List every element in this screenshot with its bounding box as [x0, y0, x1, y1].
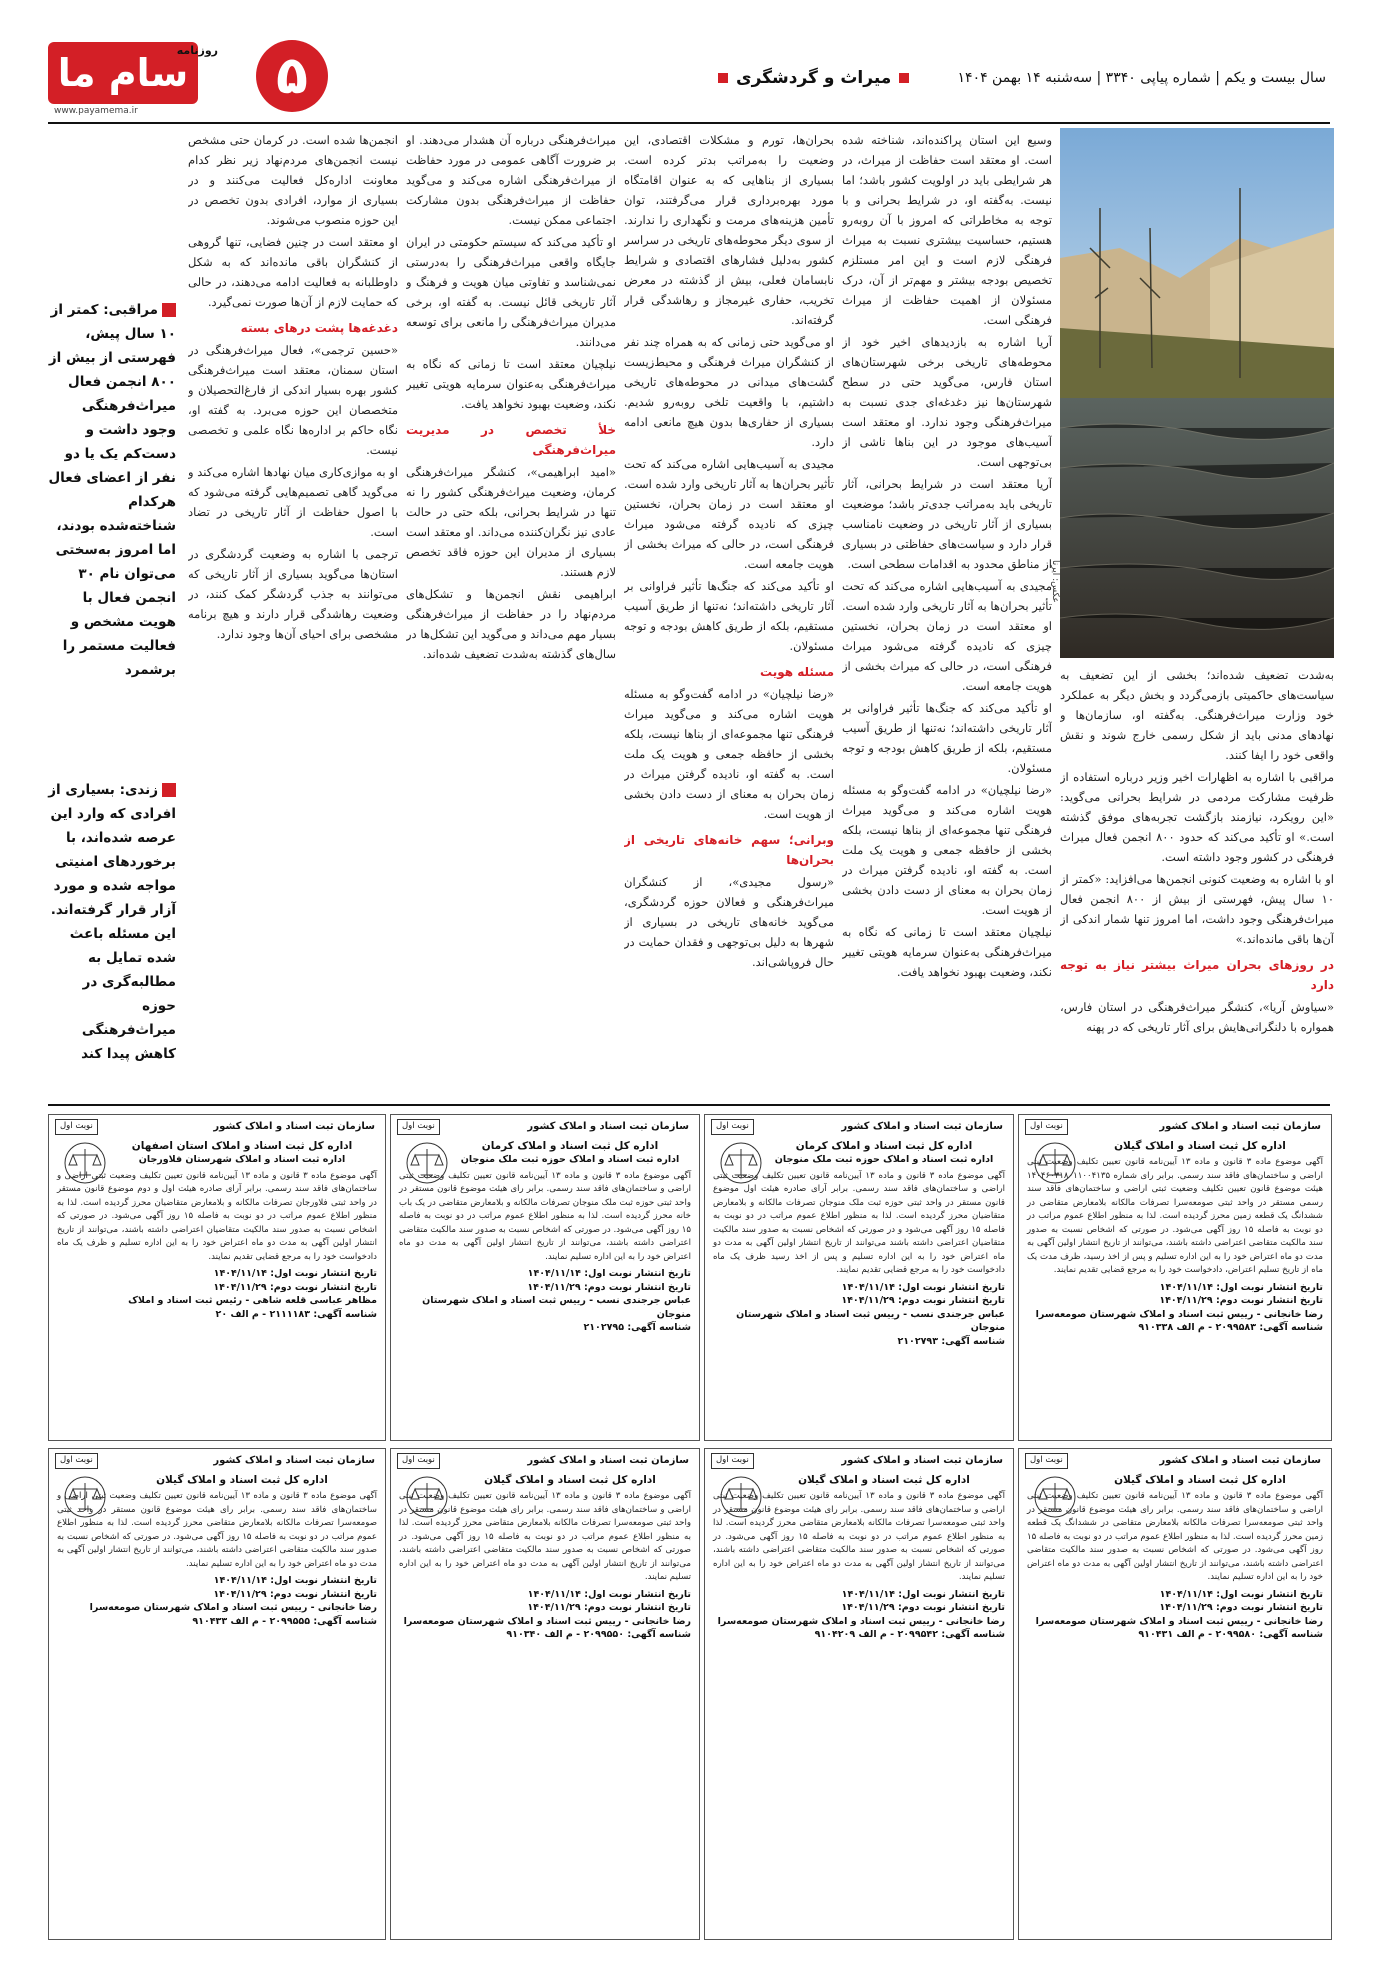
- legal-ad: [1018, 1114, 1332, 1441]
- ad-code: شناسه آگهی: ۲۱۱۱۱۸۳ - م الف ۲۰: [215, 1308, 377, 1320]
- paragraph: او تأکید می‌کند که جنگ‌ها تأثیر فراوانی بر آثار تاریخی داشته‌اند؛ نه‌تنها از طریق آسیب مستقیم، بلکه از طریق کاهش بودجه و توجه مسئولان.: [624, 579, 834, 653]
- legal-ad: [48, 1114, 386, 1441]
- ad-date: تاریخ انتشار نوبت دوم: ۱۴۰۴/۱۱/۲۹: [1159, 1602, 1323, 1613]
- ad-org: سازمان ثبت اسناد و املاک کشور: [213, 1455, 375, 1466]
- ad-date: تاریخ انتشار نوبت دوم: ۱۴۰۴/۱۱/۲۹: [527, 1281, 691, 1293]
- ad-date: تاریخ انتشار نوبت دوم: ۱۴۰۴/۱۱/۲۹: [527, 1602, 691, 1613]
- paragraph: مجیدی به آسیب‌هایی اشاره می‌کند که تحت تأثیر بحران‌ها به آثار تاریخی وارد شده است. او معتقد است در زمان بحران، نخستین چیزی که نادیده گرفته می‌شود میراث فرهنگی است، در حالی که میراث بخشی از هویت جامعه است.: [842, 579, 1052, 693]
- ad-org: سازمان ثبت اسناد و املاک کشور: [841, 1455, 1003, 1466]
- ad-date: تاریخ انتشار نوبت دوم: ۱۴۰۴/۱۱/۲۹: [1159, 1295, 1323, 1306]
- paragraph: او معتقد است در چنین فضایی، تنها گروهی از کنشگران باقی مانده‌اند که به شکل داوطلبانه به فعالیت ادامه می‌دهند، در حالی که حمایت لازم از آن‌ها صورت نمی‌گیرد.: [188, 235, 398, 309]
- pull-quote-text: مراقبی: کمتر از ۱۰ سال پیش، فهرستی از بیش از ۸۰۰ انجمن فعال میراث‌فرهنگی وجود داشت و دست‌کم یک یا دو نفر از اعضای فعال هرکدام شناخته‌شده بودند، اما امروز به‌سختی می‌توان نام ۳۰ انجمن فعال با هویت مشخص و فعالیت مستمر را برشمرد: [48, 302, 176, 678]
- justice-scale-icon: [63, 1475, 107, 1519]
- square-icon: [162, 303, 176, 317]
- ad-dept: اداره کل ثبت اسناد و املاک کرمان: [481, 1139, 659, 1152]
- paragraph: آریا معتقد است در شرایط بحرانی، آثار تاریخی باید به‌مراتب جدی‌تر باشد؛ موضعیت بسیاری از آثار تاریخی در وضعیت نامناسب قرار دارد و سیاست‌های حفاظتی در بسیاری از مناطق محدود به اقدامات سطحی است.: [842, 477, 1052, 571]
- page-header: [48, 38, 1330, 124]
- ad-dept: اداره کل ثبت اسناد و املاک گیلان: [156, 1473, 328, 1486]
- ad-date: تاریخ انتشار نوبت اول: ۱۴۰۴/۱۱/۱۴: [841, 1588, 1005, 1600]
- ad-signature: رضا خانجانی - رییس ثبت اسناد و املاک شهرستان صومعه‌سرا: [1035, 1308, 1323, 1320]
- logo-url: www.payamema.ir: [54, 106, 138, 116]
- ad-code: شناسه آگهی: ۲۰۹۹۵۵۵ - م الف ۹۱۰۴۳۳: [192, 1615, 377, 1627]
- ad-body: آگهی موضوع ماده ۳ قانون و ماده ۱۳ آیین‌نامه قانون تعیین تکلیف وضعیت ثبتی اراضی و ساختمان‌های فاقد سند رسمی. برابر آرای صادره هیئت اول موضوع قانون مستقر در واحد ثبتی حوزه ثبت ملک منوجان تصرفات مالکانه و بلامعارض متقاضیان محرز گردیده است. لذا به منظور اطلاع عموم مراتب در دو نوبت به فاصله ۱۵ روز آگهی می‌شود و در صورتی که اشخاص نسبت به صدور سند مالکیت متقاضیان اعتراضی داشته باشند می‌توانند از تاریخ انتشار اولین آگهی به مدت دو ماه اعتراض خود را به این اداره تسلیم و پس از اخذ رسید ظرف یک ماه دادخواست خود را به مرجع قضایی تقدیم نمایند.: [713, 1170, 1006, 1275]
- issue-info: سال بیست و یکم | شماره پیاپی ۳۳۴۰ | سه‌شنبه ۱۴ بهمن ۱۴۰۴: [957, 70, 1326, 86]
- legal-ad: [1018, 1448, 1332, 1940]
- article-photo: [1060, 128, 1334, 658]
- ad-body: آگهی موضوع ماده ۳ قانون و ماده ۱۳ آیین‌نامه قانون تعیین تکلیف وضعیت ثبتی اراضی و ساختمان‌های فاقد سند رسمی. برابر رای هیئت موضوع قانون مستقر در واحد ثبتی حوزه ثبت ملک منوجان تصرفات مالکانه و بلامعارض متقاضی در یک باب خانه محرز گردیده است. لذا به منظور اطلاع عموم مراتب در دو نوبت به فاصله ۱۵ روز آگهی می‌شود. در صورتی که اشخاص نسبت به صدور سند مالکیت متقاضی اعتراضی داشته باشند، می‌توانند از تاریخ انتشار اولین آگهی به مدت دو ماه اعتراض خود را به این اداره تسلیم نمایند.: [399, 1170, 692, 1262]
- ad-badge: نوبت اول: [1025, 1119, 1068, 1135]
- ad-badge: نوبت اول: [55, 1453, 98, 1469]
- paragraph: «رسول مجیدی»، از کنشگران میراث‌فرهنگی و فعالان حوزه گردشگری، می‌گوید خانه‌های تاریخی در بسیاری از شهرها به دلیل بی‌توجهی و فقدان حمایت در حال فروپاشی‌اند.: [624, 875, 834, 969]
- ad-org: سازمان ثبت اسناد و املاک کشور: [527, 1121, 689, 1132]
- paragraph: «رضا نیلچیان» در ادامه گفت‌وگو به مسئله هویت اشاره می‌کند و می‌گوید میراث فرهنگی تنها مجموعه‌ای از بناها نیست، بلکه بخشی از حافظه جمعی و هویت یک ملت است. به گفته او، نادیده گرفتن میراث در زمان بحران به معنای از دست دادن بخشی از هویت است.: [624, 687, 834, 821]
- ad-signature: رضا خانجانی - رییس ثبت اسناد و املاک شهرستان صومعه‌سرا: [89, 1602, 377, 1613]
- justice-scale-icon: [1033, 1475, 1077, 1519]
- subheading: خلأ تخصص در مدیریت میراث‌فرهنگی: [406, 423, 616, 457]
- section-title: [710, 68, 917, 88]
- ad-code: شناسه آگهی: ۲۰۹۹۵۵۰ - م الف ۹۱۰۳۴۰: [506, 1629, 691, 1640]
- ad-sub: اداره ثبت اسناد و املاک حوزه ثبت ملک منوجان: [774, 1154, 994, 1165]
- justice-scale-icon: [405, 1475, 449, 1519]
- ad-signature: عباس جرجندی نسب - رییس ثبت اسناد و املاک شهرستان منوجان: [422, 1295, 691, 1320]
- ad-org: سازمان ثبت اسناد و املاک کشور: [527, 1455, 689, 1466]
- paragraph: به‌شدت تضعیف شده‌اند؛ بخشی از این تضعیف به سیاست‌های حاکمیتی بازمی‌گردد و بخش دیگر به عملکرد خود وزارت میراث‌فرهنگی. به‌گفته او، سازمان‌ها و نهادهای مدنی باید از شکل رسمی خارج شوند و نقش واقعی خود را ایفا کنند.: [1060, 668, 1334, 762]
- ad-date: تاریخ انتشار نوبت دوم: ۱۴۰۴/۱۱/۲۹: [213, 1281, 377, 1293]
- ad-badge: نوبت اول: [397, 1453, 440, 1469]
- legal-ad: [390, 1114, 700, 1441]
- paragraph: او به موازی‌کاری میان نهادها اشاره می‌کند و می‌گوید گاهی تصمیم‌هایی گرفته می‌شود که با اصول حفاظت از آثار تاریخی در تضاد است.: [188, 465, 398, 539]
- ad-code: شناسه آگهی: ۲۰۹۹۵۸۰ - م الف ۹۱۰۴۳۱: [1138, 1629, 1323, 1640]
- paragraph: او تأکید می‌کند که جنگ‌ها تأثیر فراوانی بر آثار تاریخی داشته‌اند؛ نه‌تنها از طریق آسیب مستقیم، بلکه از طریق کاهش بودجه و توجه مسئولان.: [842, 701, 1052, 775]
- ad-date: تاریخ انتشار نوبت اول: ۱۴۰۴/۱۱/۱۴: [213, 1268, 377, 1279]
- ad-dept: اداره کل ثبت اسناد و املاک استان اصفهان: [131, 1139, 353, 1152]
- ad-body: آگهی موضوع ماده ۳ قانون و ماده ۱۳ آیین‌نامه قانون تعیین تکلیف وضعیت ثبتی اراضی و ساختمان‌های فاقد سند رسمی. برابر رای هیئت موضوع قانون مستقر در واحد ثبتی صومعه‌سرا تصرفات مالکانه بلامعارض متقاضی محرز گردیده است. لذا به منظور اطلاع عموم مراتب در دو نوبت به فاصله ۱۵ روز آگهی می‌شود. در صورتی که اشخاص نسبت به صدور سند مالکیت متقاضی اعتراضی داشته باشند، می‌توانند از تاریخ انتشار اولین آگهی به مدت دو ماه اعتراض خود را به این اداره تسلیم نمایند.: [713, 1491, 1006, 1582]
- legal-ad: [704, 1114, 1014, 1441]
- paragraph: «امید ابراهیمی»، کنشگر میراث‌فرهنگی کرمان، وضعیت میراث‌فرهنگی کشور را نه تنها در شرایط بحرانی، بلکه حتی در حالت عادی نیز نگران‌کننده می‌داند. او معتقد است بسیاری از مدیران این حوزه فاقد تخصص لازم هستند.: [406, 465, 616, 579]
- paragraph: ابراهیمی نقش انجمن‌ها و تشکل‌های مردم‌نهاد را در حفاظت از میراث‌فرهنگی بسیار مهم می‌داند و می‌گوید این تشکل‌ها در سال‌های گذشته به‌شدت تضعیف شده‌اند.: [406, 587, 616, 661]
- paragraph: مراقبی با اشاره به اظهارات اخیر وزیر درباره استفاده از ظرفیت مشارکت مردمی در شرایط بحرانی می‌گوید: «این رویکرد، نیازمند بازگشت تجربه‌های موفق گذشته است.» او تأکید می‌کند که حدود ۸۰۰ انجمن فعال میراث فرهنگی در کشور وجود داشته است.: [1060, 770, 1334, 864]
- ad-badge: نوبت اول: [55, 1119, 98, 1135]
- justice-scale-icon: [1033, 1141, 1077, 1185]
- ad-body: آگهی موضوع ماده ۳ قانون و ماده ۱۳ آیین‌نامه قانون تعیین تکلیف وضعیت ثبتی اراضی و ساختمان‌های فاقد سند رسمی. برابر آرای صادره هیئت اول و دوم موضوع قانون مستقر در واحد ثبتی فلاورجان تصرفات مالکانه و بلامعارض متقاضیان محرز گردیده است. لذا به منظور اطلاع عموم مراتب در دو نوبت به فاصله ۱۵ روز آگهی می‌شود. در صورتی که اشخاص نسبت به صدور سند مالکیت متقاضیان اعتراضی داشته باشند، می‌توانند از تاریخ انتشار اولین آگهی به مدت دو ماه اعتراض خود را به این اداره تسلیم و ظرف یک ماه دادخواست خود را به مرجع قضایی تقدیم نمایند.: [57, 1170, 377, 1262]
- subheading: مسئله هویت: [760, 665, 834, 679]
- legal-ad: [390, 1448, 700, 1940]
- ad-date: تاریخ انتشار نوبت دوم: ۱۴۰۴/۱۱/۲۹: [213, 1588, 377, 1600]
- ad-dept: اداره کل ثبت اسناد و املاک کرمان: [795, 1139, 973, 1152]
- river-landscape-image: [1060, 128, 1334, 658]
- subheading: دغدغه‌ها پشت درهای بسته: [240, 321, 398, 335]
- ad-body: آگهی موضوع ماده ۳ قانون و ماده ۱۳ آیین‌نامه قانون تعیین تکلیف وضعیت ثبتی اراضی و ساختمان‌های فاقد سند رسمی. برابر رای شماره ۱۴۰۴۶۰۳۱۸۰۱۱۰۰۴۱۳۵ هیئت موضوع قانون تعیین تکلیف وضعیت ثبتی اراضی و ساختمان‌های فاقد سند رسمی مستقر در واحد ثبتی صومعه‌سرا تصرفات مالکانه بلامعارض متقاضی در ششدانگ یک قطعه زمین محرز گردیده است. لذا به منظور اطلاع عموم مراتب در دو نوبت به فاصله ۱۵ روز آگهی می‌شود. در صورتی که اشخاص نسبت به صدور سند مالکیت متقاضی اعتراضی داشته باشند، می‌توانند از تاریخ انتشار اولین آگهی به مدت دو ماه اعتراض خود را به این اداره تسلیم و پس از اخذ رسید، ظرف مدت یک ماه از تاریخ تسلیم اعتراض، دادخواست خود را به مرجع قضایی تقدیم نمایند.: [1027, 1157, 1324, 1275]
- ad-org: سازمان ثبت اسناد و املاک کشور: [841, 1121, 1003, 1132]
- pull-quote-2: [48, 778, 176, 1066]
- paragraph: بحران‌ها، تورم و مشکلات اقتصادی، این وضعیت را به‌مراتب بدتر کرده است. بسیاری از بناهایی که به عنوان اقامتگاه مورد بهره‌برداری قرار می‌گرفتند، توان تأمین هزینه‌های مرمت و نگهداری را ندارند. از سوی دیگر محوطه‌های تاریخی در سراسر کشور به‌دلیل فشارهای اقتصادی و شرایط نابسامان فعلی، بیش از گذشته در معرض تخریب، حفاری غیرمجاز و رهاشدگی قرار گرفته‌اند.: [624, 133, 834, 327]
- square-icon: [899, 73, 909, 83]
- pull-quote-1: [48, 298, 176, 682]
- legal-ad: [704, 1448, 1014, 1940]
- newspaper-logo[interactable]: [48, 42, 218, 114]
- subheading: وبرانی؛ سهم خانه‌های تاریخی از بحران‌ها: [624, 833, 834, 867]
- legal-ad: [48, 1448, 386, 1940]
- ad-badge: نوبت اول: [397, 1119, 440, 1135]
- article-column-1: [1060, 665, 1334, 1095]
- paragraph: وسیع این استان پراکنده‌اند، شناخته شده است. او معتقد است حفاظت از میراث، در هر شرایطی باید در اولویت کشور باشد؛ اما نیست. به‌گفته او، در شرایط بحرانی و با توجه به مخاطراتی که امروز با آن روبه‌رو هستیم، حساسیت بیشتری نسبت به میراث فرهنگی لازم است و این امر مستلزم تخصیص بودجه بیشتر و مهم‌تر از آن، درک مسئولان از اهمیت حفاظت از میراث فرهنگی است.: [842, 133, 1052, 327]
- ad-org: سازمان ثبت اسناد و املاک کشور: [1159, 1121, 1321, 1132]
- page-number: ۵: [256, 40, 328, 112]
- ad-date: تاریخ انتشار نوبت اول: ۱۴۰۴/۱۱/۱۴: [1159, 1281, 1323, 1293]
- justice-scale-icon: [63, 1141, 107, 1185]
- ad-dept: اداره کل ثبت اسناد و املاک گیلان: [798, 1473, 970, 1486]
- ad-body: آگهی موضوع ماده ۳ قانون و ماده ۱۳ آیین‌نامه قانون تعیین تکلیف وضعیت ثبتی اراضی و ساختمان‌های فاقد سند رسمی. برابر رای هیئت موضوع قانون مستقر در واحد ثبتی صومعه‌سرا تصرفات مالکانه بلامعارض متقاضی در ششدانگ یک قطعه زمین محرز گردیده است. لذا به منظور اطلاع عموم مراتب در دو نوبت به فاصله ۱۵ روز آگهی می‌شود. در صورتی که اشخاص نسبت به صدور سند مالکیت متقاضی اعتراضی داشته باشند، می‌توانند از تاریخ انتشار اولین آگهی به مدت دو ماه اعتراض خود را به این اداره تسلیم نمایند.: [1027, 1491, 1324, 1582]
- ad-signature: رضا خانجانی - رییس ثبت اسناد و املاک شهرستان صومعه‌سرا: [1035, 1615, 1323, 1627]
- square-icon: [162, 783, 176, 797]
- paragraph: «رضا نیلچیان» در ادامه گفت‌وگو به مسئله هویت اشاره می‌کند و می‌گوید میراث فرهنگی تنها مجموعه‌ای از بناها نیست، بلکه بخشی از حافظه جمعی و هویت یک ملت است. به گفته او، نادیده گرفتن میراث در زمان بحران به معنای از دست دادن بخشی از هویت است.: [842, 783, 1052, 917]
- ad-dept: اداره کل ثبت اسناد و املاک گیلان: [1114, 1473, 1286, 1486]
- paragraph: او می‌گوید حتی زمانی که به همراه چند نفر از کنشگران میراث فرهنگی و محیط‌زیست گشت‌های میدانی در محوطه‌های تاریخی داشتیم، با واقعیت تلخی روبه‌رو شدیم. بسیاری از حفاری‌ها بدون هیچ مانعی ادامه دارد.: [624, 335, 834, 449]
- article-column-4: [406, 130, 616, 1095]
- ad-signature: مظاهر عباسی قلعه شاهی - رئیس ثبت اسناد و املاک: [128, 1295, 377, 1306]
- ad-signature: رضا خانجانی - رییس ثبت اسناد و املاک شهرستان صومعه‌سرا: [717, 1615, 1005, 1627]
- article-column-5: [188, 130, 398, 1095]
- ad-signature: رضا خانجانی - رییس ثبت اسناد و املاک شهرستان صومعه‌سرا: [403, 1615, 691, 1627]
- ad-date: تاریخ انتشار نوبت دوم: ۱۴۰۴/۱۱/۲۹: [841, 1602, 1005, 1613]
- ad-org: سازمان ثبت اسناد و املاک کشور: [1159, 1455, 1321, 1466]
- justice-scale-icon: [719, 1475, 763, 1519]
- ad-date: تاریخ انتشار نوبت اول: ۱۴۰۴/۱۱/۱۴: [213, 1575, 377, 1586]
- ad-badge: نوبت اول: [711, 1453, 754, 1469]
- ad-body: آگهی موضوع ماده ۳ قانون و ماده ۱۳ آیین‌نامه قانون تعیین تکلیف وضعیت ثبتی اراضی و ساختمان‌های فاقد سند رسمی. برابر رای هیئت موضوع قانون مستقر در واحد ثبتی صومعه‌سرا تصرفات مالکانه بلامعارض متقاضی محرز گردیده است. لذا به منظور اطلاع عموم مراتب در دو نوبت به فاصله ۱۵ روز آگهی می‌شود. در صورتی که اشخاص نسبت به صدور سند مالکیت متقاضی اعتراضی داشته باشند، می‌توانند از تاریخ انتشار اولین آگهی به مدت دو ماه اعتراض خود را به این اداره تسلیم نمایند.: [399, 1491, 692, 1582]
- square-icon: [718, 73, 728, 83]
- justice-scale-icon: [719, 1141, 763, 1185]
- ad-body: آگهی موضوع ماده ۳ قانون و ماده ۱۳ آیین‌نامه قانون تعیین تکلیف وضعیت ثبتی اراضی و ساختمان‌های فاقد سند رسمی. برابر رای هیئت موضوع قانون مستقر در واحد ثبتی صومعه‌سرا تصرفات مالکانه بلامعارض متقاضی محرز گردیده است. لذا به منظور اطلاع عموم مراتب در دو نوبت به فاصله ۱۵ روز آگهی می‌شود. در صورتی که اشخاص نسبت به صدور سند مالکیت متقاضی اعتراضی داشته باشند، می‌توانند از تاریخ انتشار اولین آگهی به مدت دو ماه اعتراض خود را به این اداره تسلیم نمایند.: [57, 1491, 378, 1569]
- photo-credit: عکس: ایرنا: [1050, 560, 1060, 603]
- logo-mark: سام ما: [48, 42, 198, 104]
- ad-code: شناسه آگهی: ۲۱۰۲۷۹۳: [897, 1335, 1005, 1347]
- ad-signature: عباس جرجندی نسب - رییس ثبت اسناد و املاک شهرستان منوجان: [736, 1308, 1005, 1333]
- subheading: در روزهای بحران میراث بیشتر نیاز به توجه دارد: [1060, 958, 1334, 992]
- ad-sub: اداره ثبت اسناد و املاک شهرستان فلاورجان: [138, 1154, 346, 1165]
- paragraph: مجیدی به آسیب‌هایی اشاره می‌کند که تحت تأثیر بحران‌ها به آثار تاریخی وارد شده است. او معتقد است در زمان بحران، نخستین چیزی که نادیده گرفته می‌شود میراث فرهنگی است، در حالی که میراث بخشی از هویت جامعه است.: [624, 457, 834, 571]
- ad-date: تاریخ انتشار نوبت اول: ۱۴۰۴/۱۱/۱۴: [527, 1588, 691, 1600]
- ad-badge: نوبت اول: [1025, 1453, 1068, 1469]
- ad-badge: نوبت اول: [711, 1119, 754, 1135]
- paragraph: انجمن‌ها شده است. در کرمان حتی مشخص نیست انجمن‌های مردم‌نهاد زیر نظر کدام معاونت اداره‌کل فعالیت می‌کنند و در بسیاری از موارد، افرادی بدون تخصص در این حوزه منصوب می‌شوند.: [188, 133, 398, 227]
- paragraph: «سیاوش آریا»، کنشگر میراث‌فرهنگی در استان فارس، همواره با دلنگرانی‌هایش برای آثار تاریخی که در پهنه: [1060, 1000, 1334, 1034]
- ad-date: تاریخ انتشار نوبت اول: ۱۴۰۴/۱۱/۱۴: [1159, 1588, 1323, 1600]
- justice-scale-icon: [405, 1141, 449, 1185]
- ad-dept: اداره کل ثبت اسناد و املاک گیلان: [1114, 1139, 1286, 1152]
- ad-date: تاریخ انتشار نوبت دوم: ۱۴۰۴/۱۱/۲۹: [841, 1295, 1005, 1306]
- paragraph: ترجمی با اشاره به وضعیت گردشگری در استان‌ها می‌گوید بسیاری از آثار تاریخی که می‌توانند به جذب گردشگر کمک کنند، در وضعیت رهاشدگی قرار دارند و هیچ برنامه مشخصی برای احیای آن‌ها وجود ندارد.: [188, 547, 398, 641]
- ad-sub: اداره ثبت اسناد و املاک حوزه ثبت ملک منوجان: [460, 1154, 680, 1165]
- logo-caption: روزنامه: [176, 44, 218, 57]
- paragraph: او با اشاره به وضعیت کنونی انجمن‌ها می‌افزاید: «کمتر از ۱۰ سال پیش، فهرستی از بیش از ۸۰۰ انجمن فعال میراث‌فرهنگی وجود داشت، اما امروز تنها شمار اندکی از آن‌ها باقی مانده‌اند.»: [1060, 872, 1334, 946]
- article-column-2: [842, 130, 1052, 1095]
- ad-code: شناسه آگهی: ۲۰۹۹۵۴۲ - م الف ۹۱۰۴۲۰۹: [814, 1629, 1005, 1640]
- paragraph: نیلچیان معتقد است تا زمانی که نگاه به میراث‌فرهنگی به‌عنوان سرمایه هویتی تغییر نکند، وضعیت بهبود نخواهد یافت.: [842, 925, 1052, 979]
- pull-quote-text: زندی: بسیاری از افرادی که وارد این عرصه شده‌اند، با برخوردهای امنیتی مواجه شده و مورد آزار قرار گرفته‌اند. این مسئله باعث شده تمایل به مطالبه‌گری در حوزه میراث‌فرهنگی کاهش پیدا کند: [48, 782, 176, 1062]
- paragraph: نیلچیان معتقد است تا زمانی که نگاه به میراث‌فرهنگی به‌عنوان سرمایه هویتی تغییر نکند، وضعیت بهبود نخواهد یافت.: [406, 357, 616, 411]
- paragraph: «حسین ترجمی»، فعال میراث‌فرهنگی در استان سمنان، معتقد است میراث‌فرهنگی کشور بهره بسیار اندکی از فارغ‌التحصیلان و متخصصان این حوزه می‌برد. به گفته او، نگاه حاکم بر اداره‌ها نگاه علمی و تخصصی نیست.: [188, 343, 398, 457]
- ad-dept: اداره کل ثبت اسناد و املاک گیلان: [484, 1473, 656, 1486]
- ad-org: سازمان ثبت اسناد و املاک کشور: [213, 1121, 375, 1132]
- article-column-3: [624, 130, 834, 1095]
- section-label: میراث و گردشگری: [736, 68, 892, 88]
- paragraph: او تأکید می‌کند که سیستم حکومتی در ایران جایگاه واقعی میراث‌فرهنگی را به‌درستی نمی‌شناسد و تفاوتی میان هویت و فرهنگ و آثار تاریخی قائل نیست. به گفته او، برخی مدیران میراث‌فرهنگی را مانعی برای توسعه می‌دانند.: [406, 235, 616, 349]
- ads-divider: [48, 1104, 1330, 1106]
- ad-code: شناسه آگهی: ۲۱۰۲۷۹۵: [583, 1322, 691, 1333]
- paragraph: میراث‌فرهنگی درباره آن هشدار می‌دهند. او بر ضرورت آگاهی عمومی در مورد حفاظت از میراث‌فرهنگی اشاره می‌کند و می‌گوید حفاظت از میراث‌فرهنگی بدون مشارکت اجتماعی ممکن نیست.: [406, 133, 616, 227]
- paragraph: آریا اشاره به بازدیدهای اخیر خود از محوطه‌های تاریخی برخی شهرستان‌های استان فارس، می‌گوید حتی در سطح شهرستان‌ها نیز دغدغه‌ای جدی نسبت به میراث‌فرهنگی وجود ندارد. او معتقد است آسیب‌های موجود در این بناها ناشی از بی‌توجهی است.: [842, 335, 1052, 469]
- ad-code: شناسه آگهی: ۲۰۹۹۵۸۳ - م الف ۹۱۰۳۳۸: [1138, 1322, 1323, 1333]
- ad-date: تاریخ انتشار نوبت اول: ۱۴۰۴/۱۱/۱۴: [841, 1281, 1005, 1293]
- ad-date: تاریخ انتشار نوبت اول: ۱۴۰۴/۱۱/۱۴: [527, 1268, 691, 1279]
